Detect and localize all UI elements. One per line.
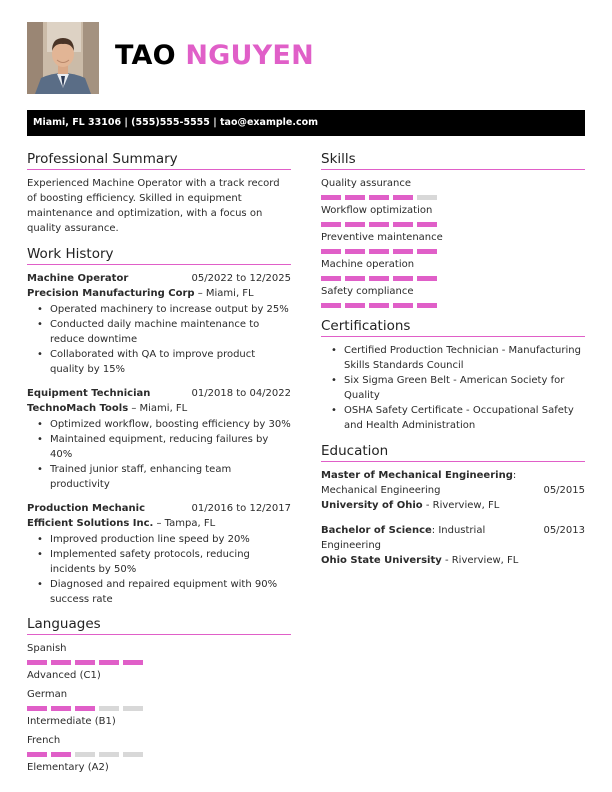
job-bullet: • Implemented safety protocols, reducing incidents by 50% [27,547,291,577]
rating-segment-filled [75,706,95,711]
rating-segment-filled [99,660,119,665]
school-location: - Riverview, FL [441,555,519,566]
skill-rating-bar [321,222,585,227]
job-bullet: • Optimized workflow, boosting efficiency by 30% [27,417,291,432]
degree-name: Master of Mechanical Engineering [321,470,513,481]
job-dates: 05/2022 to 12/2025 [191,273,291,284]
degree-field: : Mechanical Engineering [321,470,517,496]
language-level: Elementary (A2) [27,762,109,773]
school-name: Ohio State University [321,555,442,566]
job-title: Machine Operator [27,273,129,284]
first-name: TAO [115,40,176,71]
job-title: Equipment Technician [27,388,151,399]
skill-rating-bar [321,303,585,308]
skill-name: Machine operation [321,259,415,270]
rating-segment-filled [417,276,437,281]
rating-segment-filled [417,303,437,308]
rating-segment-filled [321,276,341,281]
rating-segment-filled [345,249,365,254]
right-column [321,151,585,578]
skill-name: Workflow optimization [321,205,433,216]
job-location: – Tampa, FL [153,518,216,529]
certification-item: • OSHA Safety Certificate - Occupational Safety and Health Administration [321,403,585,433]
certification-item: • Certified Production Technician - Manufacturing Skills Standards Council [321,343,585,373]
job-dates: 01/2018 to 04/2022 [191,388,291,399]
job-bullet: • Diagnosed and repaired equipment with 90% success rate [27,577,291,607]
language-rating-bar [27,660,291,665]
job-bullet: • Operated machinery to increase output by 25% [27,302,291,317]
rating-segment-filled [123,660,143,665]
profile-photo-illustration [27,22,99,94]
education-entry [321,468,585,513]
school-name: University of Ohio [321,500,423,511]
rating-segment-filled [393,249,413,254]
rating-segment-filled [51,660,71,665]
language-item [27,733,291,775]
job-company: TechnoMach Tools [27,403,129,414]
job-bullet: • Improved production line speed by 20% [27,532,291,547]
language-item [27,687,291,729]
job-bullet: • Conducted daily machine maintenance to reduce downtime [27,317,291,347]
rating-segment-filled [27,752,47,757]
rating-segment-filled [321,303,341,308]
language-name: Spanish [27,643,67,654]
rating-segment-filled [27,660,47,665]
rating-segment-empty [99,752,119,757]
language-item [27,641,291,683]
skill-item [321,230,585,254]
rating-segment-filled [369,303,389,308]
rating-segment-filled [369,195,389,200]
job-bullets [27,302,291,377]
rating-segment-filled [393,195,413,200]
skill-item [321,257,585,281]
job-entry [27,271,291,377]
skill-item [321,176,585,200]
work-history-heading: Work History [27,246,291,265]
skill-rating-bar [321,249,585,254]
job-bullet: • Trained junior staff, enhancing team productivity [27,462,291,492]
degree-date: 05/2015 [543,485,585,496]
rating-segment-filled [345,303,365,308]
degree-name: Bachelor of Science [321,525,432,536]
job-bullets [27,417,291,492]
contact-bar [27,110,585,136]
rating-segment-filled [393,276,413,281]
job-bullets [27,532,291,607]
profile-photo [27,22,99,94]
skill-name: Preventive maintenance [321,232,443,243]
rating-segment-filled [345,276,365,281]
rating-segment-filled [321,222,341,227]
skill-item [321,284,585,308]
rating-segment-filled [417,249,437,254]
language-level: Advanced (C1) [27,670,101,681]
degree-date: 05/2013 [543,525,585,536]
rating-segment-filled [345,222,365,227]
rating-segment-empty [123,706,143,711]
job-company: Precision Manufacturing Corp [27,288,195,299]
rating-segment-filled [393,222,413,227]
rating-segment-empty [417,195,437,200]
rating-segment-empty [123,752,143,757]
rating-segment-filled [369,249,389,254]
left-column [27,151,291,779]
skill-rating-bar [321,195,585,200]
rating-segment-filled [393,303,413,308]
skills-heading: Skills [321,151,585,170]
skill-rating-bar [321,276,585,281]
certifications-heading: Certifications [321,318,585,337]
skill-name: Quality assurance [321,178,412,189]
rating-segment-filled [417,222,437,227]
rating-segment-filled [369,222,389,227]
education-entry [321,523,585,568]
school-location: - Riverview, FL [422,500,500,511]
language-rating-bar [27,752,291,757]
skill-name: Safety compliance [321,286,414,297]
rating-segment-empty [75,752,95,757]
education-heading: Education [321,443,585,462]
degree-field: : Industrial Engineering [321,525,486,551]
rating-segment-filled [321,249,341,254]
job-dates: 01/2016 to 12/2017 [191,503,291,514]
rating-segment-filled [369,276,389,281]
rating-segment-empty [99,706,119,711]
skill-item [321,203,585,227]
candidate-name [115,40,314,71]
language-name: French [27,735,61,746]
last-name: NGUYEN [185,40,314,71]
language-level: Intermediate (B1) [27,716,116,727]
languages-heading: Languages [27,616,291,635]
certification-item: • Six Sigma Green Belt - American Society for Quality [321,373,585,403]
job-location: – Miami, FL [194,288,254,299]
job-entry [27,501,291,607]
contact-info: Miami, FL 33106 | (555)555-5555 | tao@example.com [33,117,319,128]
rating-segment-filled [51,752,71,757]
job-bullet: • Collaborated with QA to improve product quality by 15% [27,347,291,377]
job-location: – Miami, FL [128,403,188,414]
job-title: Production Mechanic [27,503,146,514]
job-entry [27,386,291,492]
certification-list [321,343,585,433]
rating-segment-filled [321,195,341,200]
job-company: Efficient Solutions Inc. [27,518,154,529]
rating-segment-filled [27,706,47,711]
rating-segment-filled [51,706,71,711]
language-name: German [27,689,68,700]
summary-heading: Professional Summary [27,151,291,170]
rating-segment-filled [75,660,95,665]
language-rating-bar [27,706,291,711]
job-bullet: • Maintained equipment, reducing failures by 40% [27,432,291,462]
rating-segment-filled [345,195,365,200]
summary-text: Experienced Machine Operator with a track record of boosting efficiency. Skilled in equipment maintenance and optimization, with a focus on quality assurance. [27,178,280,234]
